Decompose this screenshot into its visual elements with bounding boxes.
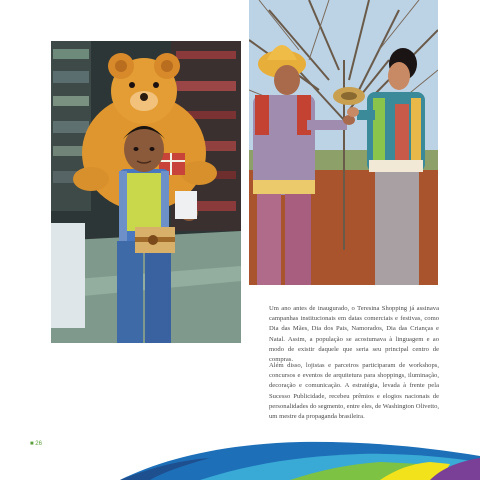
couple-in-costume-photo [249, 0, 438, 285]
page-number-value: 26 [35, 441, 42, 447]
bullet-icon: ■ [30, 441, 36, 447]
boy-with-teddy-bear-photo [51, 41, 241, 343]
footer-wave-decoration [0, 430, 480, 480]
boy-with-teddy-bear-illustration [51, 41, 241, 343]
article-paragraph: Um ano antes de inaugurado, o Teresina Shopping já assinava campanhas institucionais em datas comerciais e festivas, como Dia das Mães, Dia dos Pais, Namorados, Dia das Crianças e Natal. Assim, a população se acostumava à linguagem e ao modo de existir daquele que seria seu principal centro de compras. [269, 305, 439, 364]
article-paragraph: Além disso, lojistas e parceiros participaram de workshops, concursos e eventos de arquitetura para shoppings, iluminação, decoração e comunicação. A estratégia, levada à frente pela Sucesso Publicidade, recebeu prêmios e elogios nacionais de personalidades do segmento, entre eles, de Washington Olivetto, um mestre da propaganda brasileira. [269, 362, 440, 421]
couple-in-costume-illustration [249, 0, 438, 285]
